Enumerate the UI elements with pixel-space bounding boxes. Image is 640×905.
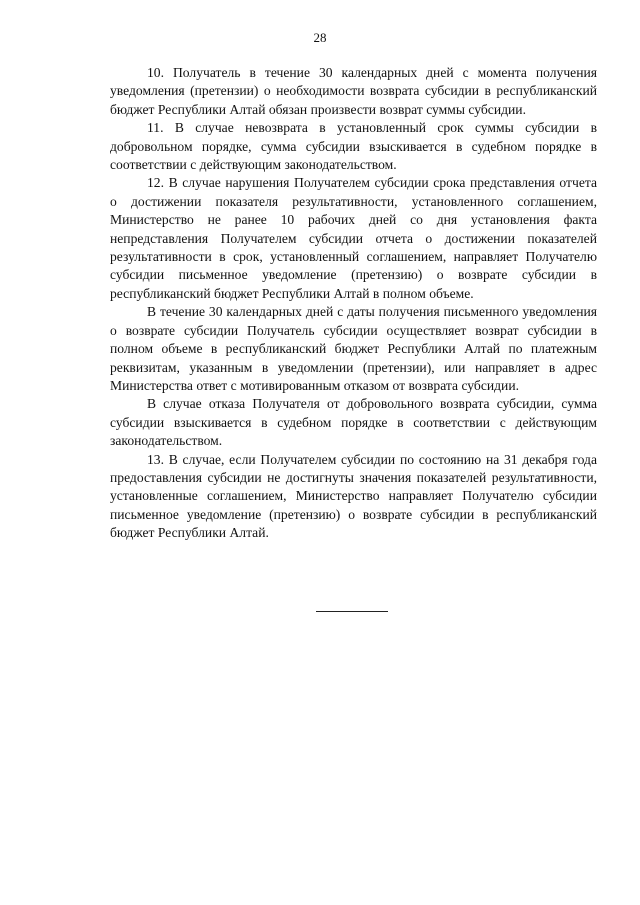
paragraph-12: 12. В случае нарушения Получателем субсидии срока представления отчета о достижении показателя результативности, установленного соглашением, Министерство не ранее 10 рабочих дней со дня установления факта непредставления Получателем субсидии отчета о достижении показателей результативности в срок, установленный соглашением, направляет Получателю субсидии письменное уведомление (претензию) о возврате субсидии в республиканский бюджет Республики Алтай в полном объеме. — [110, 175, 597, 301]
paragraph-12-refusal: В случае отказа Получателя от добровольного возврата субсидии, сумма субсидии взыскивается в судебном порядке в соответствии с действующим законодательством. — [110, 396, 597, 449]
document-body — [110, 64, 597, 543]
paragraph-13: 13. В случае, если Получателем субсидии по состоянию на 31 декабря года предоставления субсидии не достигнуты значения показателей результативности, установленные соглашением, Министерство направляет Получателю субсидии письменное уведомление (претензию) о возврате субсидии в республиканский бюджет Республики Алтай. — [110, 451, 597, 541]
paragraph-11: 11. В случае невозврата в установленный срок суммы субсидии в добровольном порядке, сумма субсидии взыскивается в судебном порядке в соответствии с действующим законодательством. — [110, 120, 597, 173]
page-number: 28 — [313, 30, 327, 45]
paragraph-10: 10. Получатель в течение 30 календарных дней с момента получения уведомления (претензии) о необходимости возврата субсидии в республиканский бюджет Республики Алтай обязан произвести возврат суммы субсидии. — [110, 65, 597, 117]
paragraph-12-return-terms: В течение 30 календарных дней с даты получения письменного уведомления о возврате субсидии Получатель субсидии осуществляет возврат субсидии в полном объеме в республиканский бюджет Республики Алтай по платежным реквизитам, указанным в уведомлении (претензии), или направляет в адрес Министерства ответ с мотивированным отказом от возврата субсидии. — [110, 304, 597, 393]
end-separator-line — [316, 611, 388, 612]
